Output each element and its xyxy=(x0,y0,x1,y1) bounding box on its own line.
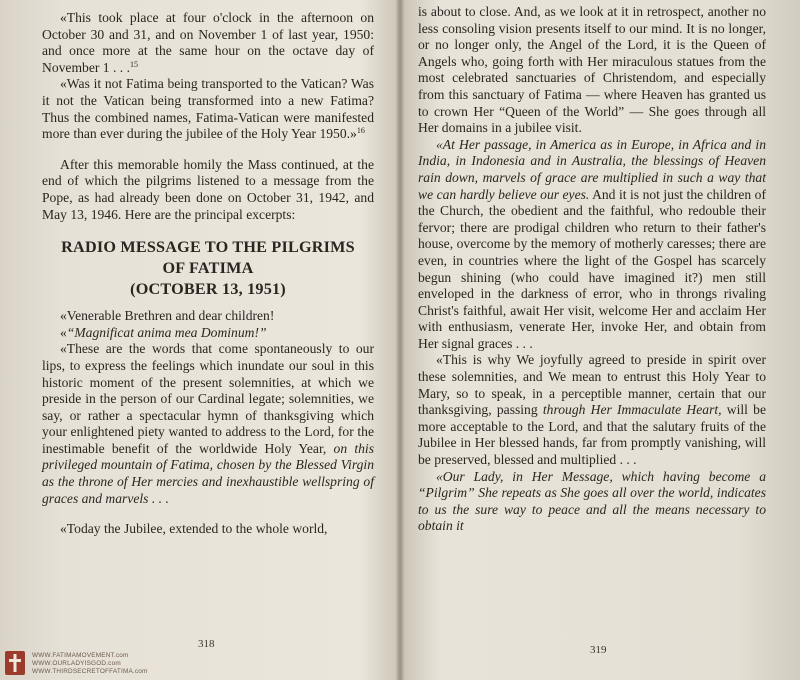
page-number-right: 319 xyxy=(590,644,607,656)
fatima-movement-logo-icon xyxy=(4,650,26,676)
book-gutter xyxy=(395,0,405,680)
heading-line-2: OF FATIMA xyxy=(162,259,254,278)
radio-message-heading xyxy=(42,237,374,300)
right-paragraph-3: «This is why We joyfully agreed to preside in spirit over these solemnities, and We mean to entrust this Holy Year to Mary, so to speak, in a perceptible manner, certain that our thanksgiving, passing through Her Immaculate Heart, will be more acceptable to the Lord, and that the salutary fruits of the Jubilee in Her blessed hands, far from promptly vanishing, will be preserved, blessed and multiplied . . . xyxy=(418,352,766,468)
left-paragraph-1: «This took place at four o'clock in the afternoon on October 30 and 31, and on November 1 of last year, 1950: and once more at the same hour on the octave day of November 1 . . .$^{15}$ xyxy=(42,10,374,75)
left-paragraph-7: «Today the Jubilee, extended to the whole world, xyxy=(60,521,328,537)
left-paragraph-5: «“Magnificat anima mea Dominum!” xyxy=(60,324,267,340)
heading-line-3: (OCTOBER 13, 1951) xyxy=(130,280,286,299)
page-number-left: 318 xyxy=(198,638,215,650)
left-page xyxy=(42,0,374,680)
right-paragraph-4: «Our Lady, in Her Message, which having become a “Pilgrim” She repeats as She goes all over the world, indicates to us the sure way to peace and all the means necessary to obtain it xyxy=(418,468,766,534)
footer-website-links xyxy=(32,652,148,676)
left-paragraph-3: After this memorable homily the Mass continued, at the end of which the pilgrims listened to a message from the Pope, as had already been done on October 31, 1942, and May 13, 1946. Here are the principal excerpts: xyxy=(42,156,374,222)
right-page xyxy=(418,0,766,680)
footer-url-3[interactable]: WWW.THIRDSECRETOFFATIMA.com xyxy=(32,668,148,675)
right-paragraph-2: «At Her passage, in America as in Europe, in Africa and in India, in Indonesia and in Australia, the blessings of Heaven rain down, marvels of grace are multiplied in such a way that we can hardly believe our eyes. And it is not just the children of the Church, the obedient and the faithful, who redouble their fervor; there are prodigal children who return to their father's house, overcome by the memory of motherly caresses; there are even, in countries where the light of the Gospel has scarcely begun shining (who could have imagined it?) men still enveloped in the darkness of error, who in throngs rivaling Christ's faithful, await Her visit, welcome Her and acclaim Her with enthusiasm, venerate Her, invoke Her, and obtain from Her signal graces . . . xyxy=(418,136,766,351)
left-paragraph-4: «Venerable Brethren and dear children! xyxy=(60,308,275,324)
right-paragraph-1: is about to close. And, as we look at it in retrospect, another no less consoling vision presents itself to our mind. It is no longer, or no longer only, the Angel of the Lord, it is the Queen of Angels who, going forth with Her miraculous statues from the most celebrated sanctuaries of Christendom, and especially from this sanctuary of Fatima — where Heaven has granted us to crown Her “Queen of the World” — She goes through all Her domains in a jubilee visit. xyxy=(418,4,766,136)
right-page-text xyxy=(418,0,766,535)
footnote-ref-15: 15 xyxy=(129,59,138,69)
left-page-text xyxy=(42,0,374,538)
footnote-ref-16: 16 xyxy=(356,126,365,136)
heading-line-1: RADIO MESSAGE TO THE PILGRIMS xyxy=(61,238,355,257)
footer-url-1[interactable]: WWW.FATIMAMOVEMENT.com xyxy=(32,652,129,659)
footer-url-2[interactable]: WWW.OURLADYISGOD.com xyxy=(32,660,121,667)
left-paragraph-2: «Was it not Fatima being transported to the Vatican? Was it not the Vatican being transformed into a new Fatima? Thus the combined names, Fatima-Vatican were manifested more than ever during the jubilee of the Holy Year 1950.»$^{16}$ xyxy=(42,76,374,142)
left-paragraph-6: «These are the words that come spontaneously to our lips, to express the feelings which inundate our soul in this historic moment of the present solemnities, at which we preside in the person of our Cardinal legate; solemnities, we say, or rather a spectacular hymn of thanksgiving which your enlightened piety wanted to address to the Lord, for the inestimable benefit of the worldwide Holy Year, on this privileged mountain of Fatima, chosen by the Blessed Virgin as the throne of Her mercies and inexhaustible wellspring of graces and marvels . . . xyxy=(42,341,374,506)
